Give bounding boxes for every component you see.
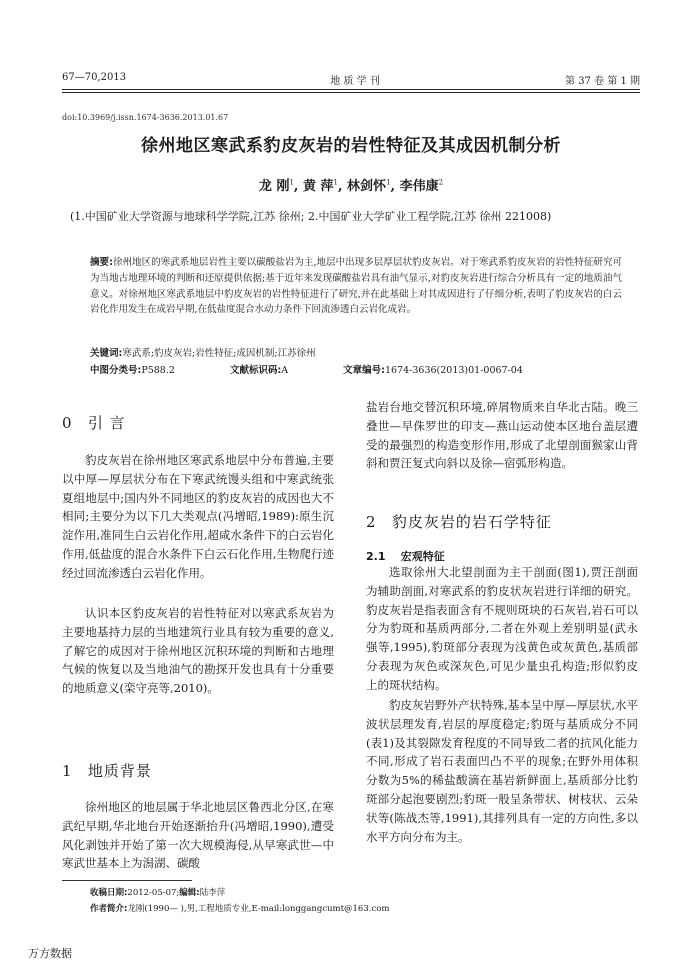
macro-paragraph-1: 选取徐州大北望剖面为主干剖面(图1),贾汪剖面为辅助剖面,对寒武系的豹皮状灰岩进行详细的研究。豹皮灰岩是指表面含有不规则斑块的石灰岩,岩石可以分为豹斑和基质两部分,二者在外观上差别明显(武永强等,1995),豹斑部分表现为浅黄色或灰黄色,基质部分表现为灰色或深灰色,可见少量虫孔构造;形似豹皮上的斑状结构。 xyxy=(366,565,638,692)
author: 黄 萍$^1$ xyxy=(302,178,338,194)
abstract xyxy=(90,255,622,318)
section-1-heading: 1 地质背景 xyxy=(62,762,152,780)
keywords-text: 寒武系;豹皮灰岩;岩性特征;成因机制;江苏徐州 xyxy=(122,348,316,359)
keywords-label: 关键词: xyxy=(90,348,123,359)
intro-paragraph-2: 认识本区豹皮灰岩的岩性特征对以寒武系灰岩为主要地基持力层的当地建筑行业具有较为重要的意义,了解它的成因对于徐州地区沉积环境的判断和古地理气候的恢复以及当地油气的勘探开发也具有十分重要的地质意义(栾守亮等,2010)。 xyxy=(62,606,334,696)
journal-name: 地 质 学 刊 xyxy=(330,76,380,87)
section-0-heading: 0 引 言 xyxy=(62,414,126,432)
received-date: 收稿日期:2012-05-07;编辑:陆李萍 xyxy=(90,888,226,898)
page-range: 67—70,2013 xyxy=(62,72,127,83)
watermark: 万方数据 xyxy=(28,947,72,960)
header-rule-second xyxy=(62,92,640,93)
geology-paragraph-continued: 盐岩台地交替沉积环境,碎屑物质来自华北古陆。晚三叠世—早侏罗世的印支—燕山运动使本区地台盖层遭受的最强烈的构造变形作用,形成了北望剖面猴家山背斜和贾汪复式向斜以及徐—宿弧形构造。 xyxy=(366,400,638,471)
doi[interactable]: doi:10.3969/j.issn.1674-3636.2013.01.67 xyxy=(62,113,229,122)
affiliation: (1.中国矿业大学资源与地球科学学院,江苏 徐州; 2.中国矿业大学矿业工程学院,江苏 徐州 221008) xyxy=(70,210,552,223)
classification-line: 中图分类号:P588.2 文献标识码:A 文章编号:1674-3636(2013)01-0067-04 xyxy=(90,365,523,376)
author: 林剑怀$^1$ xyxy=(347,178,391,194)
intro-paragraph-1: 豹皮灰岩在徐州地区寒武系地层中分布普遍,主要以中厚—厚层状分布在下寒武统馒头组和中寒武统张夏组地层中;国内外不同地区的豹皮灰岩的成因也大不相同;主要分为以下几大类观点(冯增昭,1989):原生沉淀作用,准同生白云岩化作用,超咸水条件下的白云岩化作用,低盐度的混合水条件下白云石化作用,生物爬行迹经过回流渗透白云岩化作用。 xyxy=(62,453,334,580)
section-2-heading: 2 豹皮灰岩的岩石学特征 xyxy=(366,513,552,531)
macro-paragraph-2: 豹皮灰岩野外产状特殊,基本呈中厚—厚层状,水平波状层理发育,岩层的厚度稳定;豹斑与基质成分不同(表1)及其裂隙发育程度的不同导致二者的抗风化能力不同,形成了岩石表面凹凸不平的现象;在野外用体积分数为5%的稀盐酸滴在基岩新鲜面上,基质部分比豹斑部分起泡要剧烈;豹斑一般呈条带状、树枝状、云朵状等(陈战杰等,1991),其排列具有一定的方向性,多以水平方向分布为主。 xyxy=(366,698,638,844)
author: 龙 刚$^1$ xyxy=(258,178,294,194)
paper-title: 徐州地区寒武系豹皮灰岩的岩性特征及其成因机制分析 xyxy=(141,136,561,156)
geology-paragraph: 徐州地区的地层属于华北地层区鲁西北分区,在寒武纪早期,华北地台开始逐渐抬升(冯增昭,1990),遭受风化剥蚀并开始了第一次大规模海侵,从早寒武世—中寒武世基本上为潟湖、碳酸 xyxy=(62,800,334,871)
footnote-rule xyxy=(62,880,192,881)
author-list: 龙 刚$^1$, 黄 萍$^1$, 林剑怀$^1$, 李伟康$^2$ xyxy=(258,178,444,194)
author: 李伟康$^2$ xyxy=(399,178,444,194)
header-rule xyxy=(62,89,640,90)
author-bio: 作者简介:龙刚(1990— ),男,工程地质专业,E-mail:longgangcumt@163.com xyxy=(90,904,390,914)
volume-issue: 第 37 卷 第 1 期 xyxy=(565,76,640,87)
section-2-1-heading: 2.1 宏观特征 xyxy=(366,550,445,563)
abstract-label: 摘要: xyxy=(90,257,113,268)
abstract-text: 徐州地区的寒武系地层岩性主要以碳酸盐岩为主,地层中出现多层厚层状豹皮灰岩。对于寒武系豹皮灰岩的岩性特征研究可为当地古地理环境的判断和还原提供依据;基于近年来发现碳酸盐岩具有油气显示,对豹皮灰岩进行综合分析具有一定的地质油气意义。对徐州地区寒武系地层中豹皮灰岩的岩性特征进行了研究,并在此基础上对其成因进行了仔细分析,表明了豹皮灰岩的白云岩化作用发生在成岩早期,在低盐度混合水动力条件下回流渗透白云岩化成岩。 xyxy=(90,257,622,316)
keywords xyxy=(90,345,622,359)
